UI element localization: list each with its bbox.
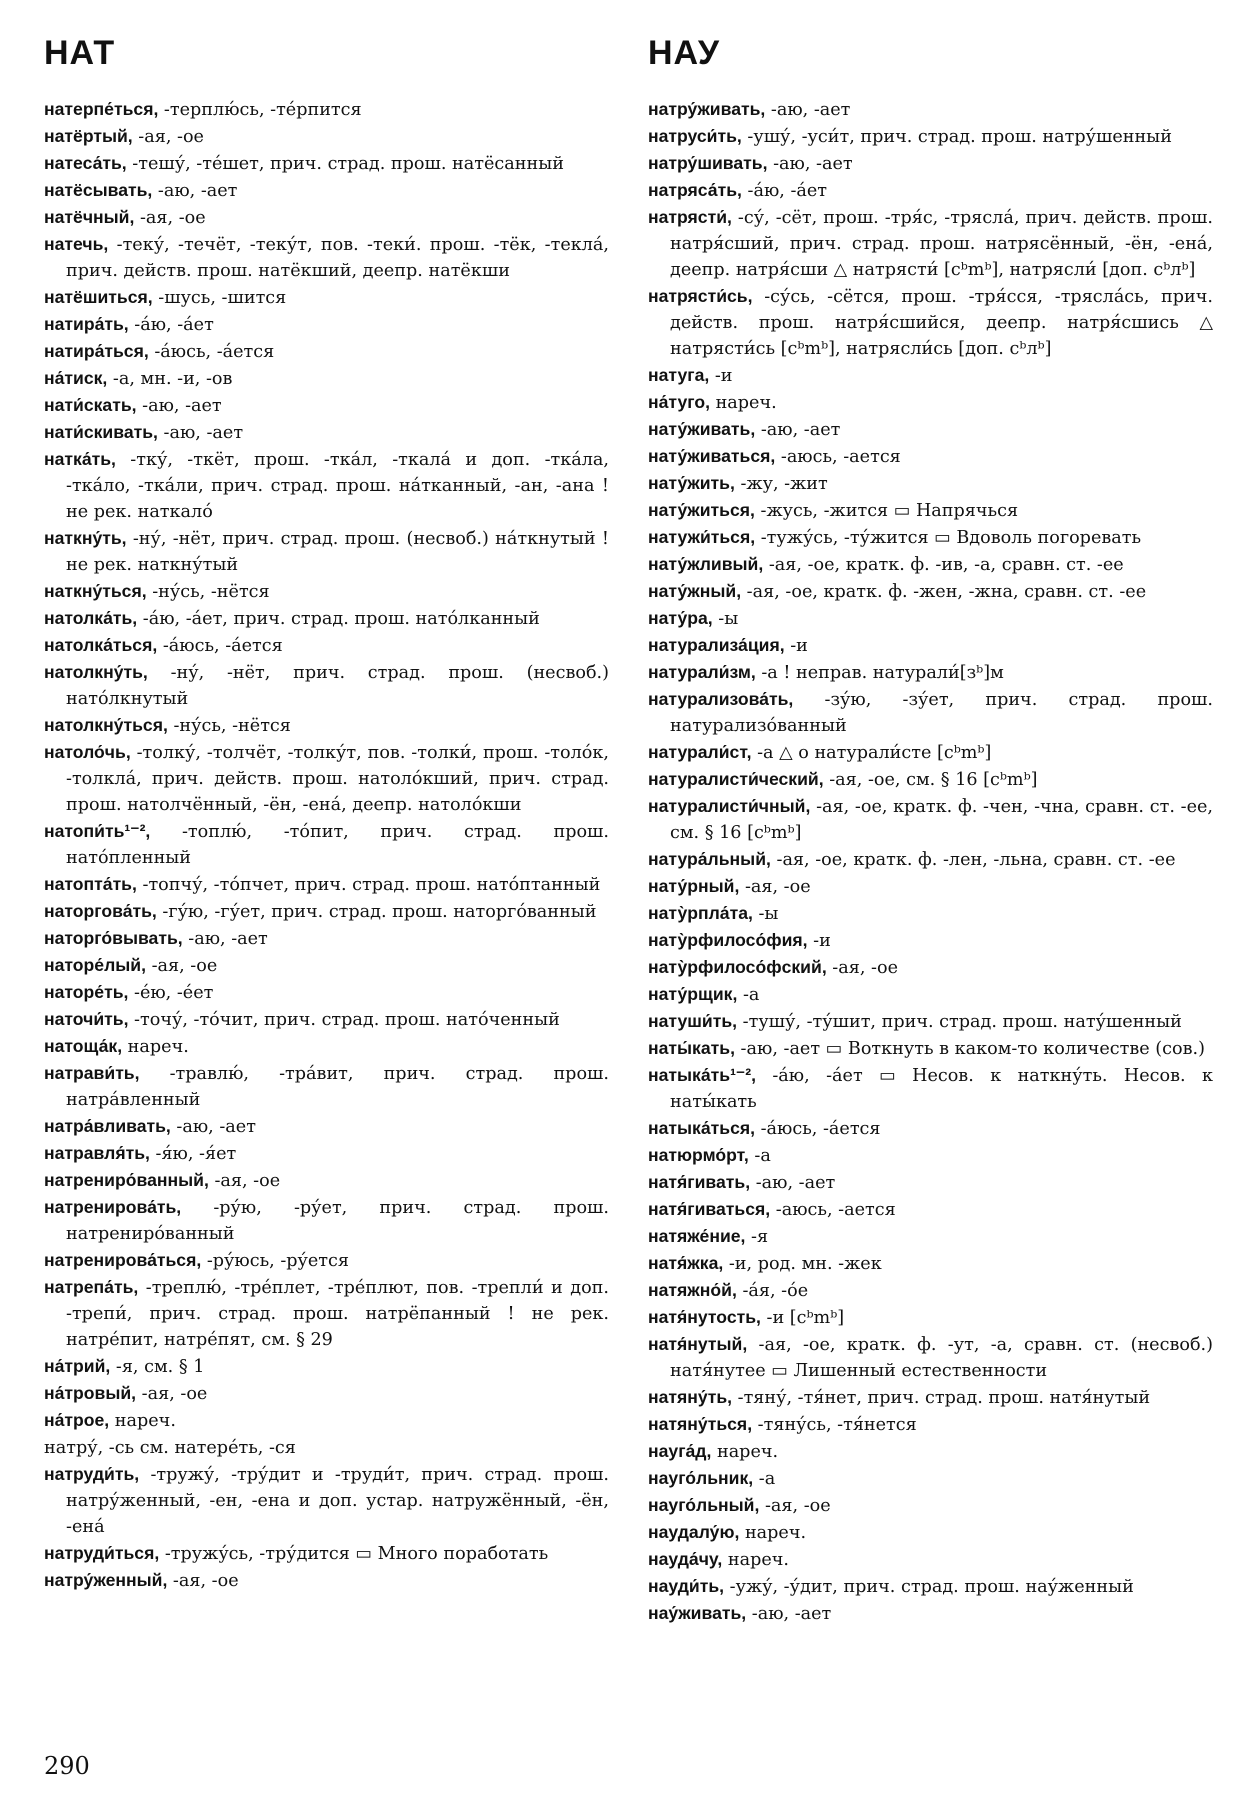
headword: натыка́ться, bbox=[648, 1118, 756, 1138]
dictionary-entry bbox=[44, 1434, 609, 1461]
entry-grammar: -а́ю, -а́ет, прич. страд. прош. нато́лканный bbox=[137, 609, 540, 629]
dictionary-entry bbox=[44, 446, 609, 525]
dictionary-entry bbox=[648, 1277, 1213, 1304]
headword: науга́д, bbox=[648, 1441, 712, 1461]
headword: нату́ра, bbox=[648, 608, 713, 628]
entry-grammar: -аюсь, -ается bbox=[775, 447, 901, 467]
dictionary-entry bbox=[648, 551, 1213, 578]
entry-grammar: -а́ю, -а́ет bbox=[128, 315, 214, 335]
entry-grammar: -жу, -жит bbox=[734, 474, 828, 494]
entry-grammar: -аю, -ает bbox=[170, 1117, 256, 1137]
dictionary-entry bbox=[44, 1167, 609, 1194]
headword: наточи́ть, bbox=[44, 1009, 129, 1029]
entry-grammar: -ая, -ое bbox=[145, 956, 218, 976]
headword: наторе́ть, bbox=[44, 982, 129, 1002]
headword: натолкну́ть, bbox=[44, 662, 148, 682]
dictionary-entry bbox=[648, 900, 1213, 927]
dictionary-entry bbox=[648, 927, 1213, 954]
dictionary-entry bbox=[648, 443, 1213, 470]
dictionary-entry bbox=[648, 150, 1213, 177]
dictionary-entry bbox=[648, 1304, 1213, 1331]
dictionary-entry bbox=[648, 1600, 1213, 1627]
headword: наторгова́ть, bbox=[44, 901, 157, 921]
entry-grammar: -ая, -ое bbox=[167, 1571, 239, 1591]
dictionary-entry bbox=[648, 1142, 1213, 1169]
dictionary-entry bbox=[44, 338, 609, 365]
headword: натряса́ть, bbox=[648, 180, 742, 200]
headword: натрениро́ванный, bbox=[44, 1170, 209, 1190]
headword: натолка́ть, bbox=[44, 608, 138, 628]
entry-grammar: -тружу́сь, -тру́дится ▭ Много поработать bbox=[159, 1544, 549, 1564]
headword: натрави́ть, bbox=[44, 1063, 140, 1083]
entry-grammar: -ая, -ое bbox=[134, 208, 206, 228]
entry-grammar: -травлю́, -тра́вит, прич. страд. прош. натра́вленный bbox=[66, 1064, 609, 1110]
dictionary-entry bbox=[44, 419, 609, 446]
entry-grammar: -а ! неправ. натурали́[зᵇ]м bbox=[755, 663, 1004, 683]
entry-grammar: -терплю́сь, -те́рпится bbox=[158, 100, 362, 120]
page-number: 290 bbox=[44, 1752, 90, 1780]
headword: натру́женный, bbox=[44, 1570, 168, 1590]
dictionary-entry bbox=[648, 204, 1213, 283]
headword: нату́жливый, bbox=[648, 554, 764, 574]
headword: на́тиск, bbox=[44, 368, 108, 388]
entry-grammar: -и [cᵇmᵇ] bbox=[760, 1308, 845, 1328]
dictionary-entry bbox=[648, 981, 1213, 1008]
dictionary-entry bbox=[44, 1060, 609, 1113]
headword: натя́гивать, bbox=[648, 1172, 751, 1192]
dictionary-entry bbox=[648, 283, 1213, 362]
entry-grammar: -ая, -ое bbox=[759, 1496, 831, 1516]
entry-grammar: -я́ю, -я́ет bbox=[149, 1144, 237, 1164]
entry-grammar: -су́, -сёт, прош. -тря́с, -трясла́, прич. действ. прош. натря́сший, прич. страд. прош. натрясённый, -ён, -ена́, деепр. натря́сши △ натрясти́ [cᵇmᵇ], натрясли́ [доп. cᵇлᵇ] bbox=[670, 208, 1213, 280]
dictionary-entry bbox=[648, 1573, 1213, 1600]
entry-grammar: -зу́ю, -зу́ет, прич. страд. прош. натурализо́ванный bbox=[670, 690, 1213, 736]
entry-grammar: -а́ю, -а́ет ▭ Несов. к наткну́ть. Несов. к наты́кать bbox=[670, 1066, 1213, 1112]
headword: натрясти́, bbox=[648, 207, 732, 227]
headword: натыка́ть¹⁻², bbox=[648, 1065, 756, 1085]
entry-grammar: нареч. bbox=[711, 1442, 779, 1462]
dictionary-entry bbox=[648, 362, 1213, 389]
dictionary-entry bbox=[44, 712, 609, 739]
dictionary-entry bbox=[648, 1384, 1213, 1411]
headword: нату́рщик, bbox=[648, 984, 738, 1004]
dictionary-entry bbox=[44, 525, 609, 578]
dictionary-entry bbox=[44, 1353, 609, 1380]
dictionary-entry bbox=[44, 96, 609, 123]
headword: натуга, bbox=[648, 365, 710, 385]
headword: науда́чу, bbox=[648, 1549, 723, 1569]
dictionary-entry bbox=[44, 1461, 609, 1540]
dictionary-entry bbox=[648, 1331, 1213, 1384]
entry-grammar: -ну́, -нёт, прич. страд. прош. (несвоб.) нато́лкнутый bbox=[66, 663, 609, 709]
headword: нату́жить, bbox=[648, 473, 735, 493]
dictionary-entry bbox=[44, 177, 609, 204]
dictionary-entry bbox=[648, 1411, 1213, 1438]
dictionary-entry bbox=[44, 1380, 609, 1407]
headword: натерпе́ться, bbox=[44, 99, 159, 119]
dictionary-entry bbox=[648, 416, 1213, 443]
dictionary-entry bbox=[648, 1169, 1213, 1196]
entry-grammar: -аю, -ает bbox=[157, 423, 244, 443]
entry-grammar: -а, мн. -и, -ов bbox=[107, 369, 233, 389]
headword: натяже́ние, bbox=[648, 1226, 746, 1246]
headword: нату̀рфилосо́фия, bbox=[648, 930, 808, 950]
entry-grammar: -а́я, -о́е bbox=[736, 1281, 809, 1301]
headword: нату́житься, bbox=[648, 500, 755, 520]
entry-grammar: -ая, -ое bbox=[739, 877, 811, 897]
dictionary-entry bbox=[44, 1113, 609, 1140]
headword: натуралисти́чный, bbox=[648, 796, 811, 816]
dictionary-entry bbox=[648, 470, 1213, 497]
headword: науго́льный, bbox=[648, 1495, 760, 1515]
dictionary-entry bbox=[648, 846, 1213, 873]
entry-grammar: -аю, -ает bbox=[767, 154, 853, 174]
entry-grammar: -е́ю, -е́ет bbox=[128, 983, 214, 1003]
headword: нати́скивать, bbox=[44, 422, 158, 442]
entry-grammar: -топлю́, -то́пит, прич. страд. прош. нато́пленный bbox=[66, 822, 609, 868]
headword: нату́жный, bbox=[648, 581, 742, 601]
dictionary-entry bbox=[44, 578, 609, 605]
dictionary-entry bbox=[648, 96, 1213, 123]
headword: натяну́ть, bbox=[648, 1387, 733, 1407]
headword: натка́ть, bbox=[44, 449, 116, 469]
headword: натруди́ться, bbox=[44, 1543, 160, 1563]
headword: натуралисти́ческий, bbox=[648, 769, 824, 789]
entry-grammar: -аюсь, -ается bbox=[770, 1200, 896, 1220]
entry-grammar: -и bbox=[784, 636, 808, 656]
entry-grammar: -ая, -ое, кратк. ф. -чен, -чна, сравн. ст. -ее, см. § 16 [cᵇmᵇ] bbox=[670, 797, 1213, 843]
headword: нату̀рфилосо́фский, bbox=[648, 957, 827, 977]
entry-grammar: -а́юсь, -а́ется bbox=[157, 636, 283, 656]
dictionary-entry bbox=[648, 1250, 1213, 1277]
entry-grammar: -гу́ю, -гу́ет, прич. страд. прош. наторго́ванный bbox=[156, 902, 597, 922]
dictionary-entry bbox=[648, 1546, 1213, 1573]
entry-grammar: -тку́, -ткёт, прош. -тка́л, -ткала́ и доп. -тка́ла, -тка́ло, -тка́ли, прич. страд. прош. на́тканный, -ан, -ана ! не рек. наткало́ bbox=[66, 450, 609, 522]
entry-grammar: -а bbox=[748, 1146, 771, 1166]
dictionary-entry bbox=[44, 123, 609, 150]
headword: натруси́ть, bbox=[648, 126, 742, 146]
headword: на́туго, bbox=[648, 392, 710, 412]
entry-grammar: -ая, -ое, см. § 16 [cᵇmᵇ] bbox=[823, 770, 1038, 790]
dictionary-entry bbox=[44, 898, 609, 925]
entry-grammar: нареч. bbox=[722, 1550, 789, 1570]
entry-grammar: -аю, -ает bbox=[152, 181, 238, 201]
dictionary-entry bbox=[648, 123, 1213, 150]
entry-grammar: нареч. bbox=[109, 1411, 176, 1431]
headword: натурализова́ть, bbox=[648, 689, 794, 709]
dictionary-entry bbox=[648, 1465, 1213, 1492]
dictionary-entry bbox=[44, 150, 609, 177]
entry-grammar: -ну́сь, -нётся bbox=[167, 716, 291, 736]
headword: нау́живать, bbox=[648, 1603, 747, 1623]
dictionary-entry bbox=[648, 873, 1213, 900]
headword: натёшиться, bbox=[44, 287, 153, 307]
entry-grammar: -ая, -ое bbox=[826, 958, 898, 978]
headword: науго́льник, bbox=[648, 1468, 754, 1488]
headword: наторе́лый, bbox=[44, 955, 146, 975]
dictionary-entry bbox=[648, 686, 1213, 739]
entry-grammar: -ы bbox=[712, 609, 739, 629]
entry-grammar: -толку́, -толчёт, -толку́т, пов. -толки́, прош. -толо́к, -толкла́, прич. действ. прош. натоло́кший, прич. страд. прош. натолчённый, -ён, -ена́, деепр. натоло́кши bbox=[66, 743, 609, 815]
headword: натрепа́ть, bbox=[44, 1277, 139, 1297]
dictionary-entry bbox=[648, 766, 1213, 793]
entry-grammar: -аю, -ает bbox=[755, 420, 841, 440]
dictionary-entry bbox=[44, 1194, 609, 1247]
headword: науди́ть, bbox=[648, 1576, 725, 1596]
entry-grammar: нареч. bbox=[739, 1523, 807, 1543]
headword: натолка́ться, bbox=[44, 635, 158, 655]
entry-grammar: -аю, -ает bbox=[182, 929, 268, 949]
entry-grammar: -аю, -ает bbox=[136, 396, 222, 416]
entry-grammar: -ая, -ое, кратк. ф. -ут, -а, сравн. ст. (несвоб.) натя́нутее ▭ Лишенный естественности bbox=[670, 1335, 1213, 1381]
headword: натеса́ть, bbox=[44, 153, 127, 173]
headword: нату̀рпла́та, bbox=[648, 903, 753, 923]
entry-grammar: -ру́ю, -ру́ет, прич. страд. прош. натрениро́ванный bbox=[66, 1198, 609, 1244]
headword: натренирова́ться, bbox=[44, 1250, 202, 1270]
headword: нату́живать, bbox=[648, 419, 756, 439]
dictionary-entry bbox=[44, 365, 609, 392]
headword: натя́гиваться, bbox=[648, 1199, 771, 1219]
dictionary-entry bbox=[44, 952, 609, 979]
headword: натопта́ть, bbox=[44, 874, 137, 894]
headword: натравля́ть, bbox=[44, 1143, 150, 1163]
entry-grammar: -треплю́, -тре́плет, -тре́плют, пов. -трепли́ и доп. -трепи́, прич. страд. прош. натрёпанный ! не рек. натре́пит, натре́пят, см. § 29 bbox=[66, 1278, 609, 1350]
dictionary-entry bbox=[44, 1540, 609, 1567]
entry-grammar: -а bbox=[753, 1469, 776, 1489]
headword: натяну́ться, bbox=[648, 1414, 753, 1434]
dictionary-entry bbox=[44, 605, 609, 632]
headword: натрясти́сь, bbox=[648, 286, 753, 306]
dictionary-entry bbox=[648, 632, 1213, 659]
dictionary-entry bbox=[648, 497, 1213, 524]
entry-grammar: -и bbox=[807, 931, 831, 951]
dictionary-entry bbox=[44, 392, 609, 419]
dictionary-entry bbox=[44, 979, 609, 1006]
entry-grammar: -ну́, -нёт, прич. страд. прош. (несвоб.) на́ткнутый ! не рек. наткну́тый bbox=[66, 529, 609, 575]
dictionary-entry bbox=[648, 605, 1213, 632]
dictionary-entry bbox=[648, 954, 1213, 981]
dictionary-entry bbox=[648, 1035, 1213, 1062]
dictionary-entry bbox=[648, 177, 1213, 204]
right-column bbox=[648, 96, 1213, 1627]
dictionary-entry bbox=[648, 659, 1213, 686]
headword: натя́нутый, bbox=[648, 1334, 748, 1354]
headword: нату́рный, bbox=[648, 876, 740, 896]
entry-grammar: -ая, -ое, кратк. ф. -ив, -а, сравн. ст. -ее bbox=[763, 555, 1124, 575]
headword: на́тровый, bbox=[44, 1383, 137, 1403]
entry-grammar: -ая, -ое bbox=[132, 127, 204, 147]
entry-grammar: -тяну́сь, -тя́нется bbox=[752, 1415, 917, 1435]
headword: наудалу́ю, bbox=[648, 1522, 740, 1542]
dictionary-entry bbox=[44, 284, 609, 311]
entry-grammar: -а́юсь, -а́ется bbox=[148, 342, 275, 362]
running-head-left: НАТ bbox=[44, 34, 116, 72]
headword: натруди́ть, bbox=[44, 1464, 140, 1484]
entry-grammar: -тужу́сь, -ту́жится ▭ Вдоволь погоревать bbox=[755, 528, 1142, 548]
headword: натира́ться, bbox=[44, 341, 149, 361]
left-column bbox=[44, 96, 609, 1594]
headword: натура́льный, bbox=[648, 849, 771, 869]
headword: натужи́ться, bbox=[648, 527, 756, 547]
entry-grammar: -я, см. § 1 bbox=[110, 1357, 205, 1377]
entry-grammar: -а bbox=[737, 985, 760, 1005]
dictionary-entry bbox=[44, 659, 609, 712]
dictionary-entry bbox=[44, 818, 609, 871]
headword: натурализа́ция, bbox=[648, 635, 785, 655]
entry-grammar: -и bbox=[709, 366, 733, 386]
entry-grammar: -тяну́, -тя́нет, прич. страд. прош. натя́нутый bbox=[732, 1388, 1151, 1408]
entry-grammar: -аю, -ает bbox=[750, 1173, 836, 1193]
dictionary-entry bbox=[648, 578, 1213, 605]
headword: наторго́вывать, bbox=[44, 928, 183, 948]
headword: нати́скать, bbox=[44, 395, 137, 415]
entry-grammar: -теку́, -течёт, -теку́т, пов. -теки́. прош. -тёк, -текла́, прич. действ. прош. натёкший, деепр. натёкши bbox=[66, 235, 609, 281]
dictionary-entry bbox=[648, 1492, 1213, 1519]
headword: натопи́ть¹⁻², bbox=[44, 821, 151, 841]
entry-grammar: -а △ о натурали́сте [cᵇmᵇ] bbox=[751, 743, 992, 763]
dictionary-entry bbox=[44, 231, 609, 284]
headword: на́трое, bbox=[44, 1410, 110, 1430]
entry-grammar: -точу́, -то́чит, прич. страд. прош. нато́ченный bbox=[128, 1010, 560, 1030]
dictionary-entry bbox=[44, 1140, 609, 1167]
dictionary-entry bbox=[648, 524, 1213, 551]
entry-grammar: натру́, -сь см. натере́ть, -ся bbox=[44, 1438, 296, 1458]
entry-grammar: -ая, -ое bbox=[208, 1171, 281, 1191]
dictionary-entry bbox=[44, 632, 609, 659]
dictionary-entry bbox=[44, 1567, 609, 1594]
entry-grammar: -ая, -ое bbox=[136, 1384, 208, 1404]
entry-grammar: -ру́юсь, -ру́ется bbox=[201, 1251, 349, 1271]
entry-grammar: -ая, -ое, кратк. ф. -лен, -льна, сравн. ст. -ее bbox=[770, 850, 1176, 870]
dictionary-entry bbox=[648, 793, 1213, 846]
headword: нату́живаться, bbox=[648, 446, 776, 466]
dictionary-entry bbox=[648, 1438, 1213, 1465]
headword: натурали́ст, bbox=[648, 742, 752, 762]
headword: натечь, bbox=[44, 234, 109, 254]
dictionary-entry bbox=[648, 1223, 1213, 1250]
headword: наткну́ть, bbox=[44, 528, 127, 548]
entry-grammar: нареч. bbox=[122, 1037, 189, 1057]
headword: натуши́ть, bbox=[648, 1011, 738, 1031]
entry-grammar: нареч. bbox=[709, 393, 777, 413]
headword: натёчный, bbox=[44, 207, 135, 227]
dictionary-entry bbox=[648, 1062, 1213, 1115]
headword: натоло́чь, bbox=[44, 742, 131, 762]
dictionary-entry bbox=[648, 389, 1213, 416]
entry-grammar: -топчу́, -то́пчет, прич. страд. прош. нато́птанный bbox=[136, 875, 601, 895]
headword: наткну́ться, bbox=[44, 581, 147, 601]
entry-grammar: -аю, -ает bbox=[746, 1604, 832, 1624]
dictionary-entry bbox=[44, 1247, 609, 1274]
entry-grammar: -тушу́, -ту́шит, прич. страд. прош. нату́шенный bbox=[737, 1012, 1182, 1032]
dictionary-entry bbox=[44, 1407, 609, 1434]
headword: натёртый, bbox=[44, 126, 133, 146]
entry-grammar: -тешу́, -те́шет, прич. страд. прош. натёсанный bbox=[126, 154, 564, 174]
headword: натёсывать, bbox=[44, 180, 153, 200]
entry-grammar: -ужу́, -у́дит, прич. страд. прош. нау́женный bbox=[724, 1577, 1134, 1597]
dictionary-entry bbox=[44, 1033, 609, 1060]
running-head-right: НАУ bbox=[648, 34, 720, 72]
headword: натолкну́ться, bbox=[44, 715, 168, 735]
entry-grammar: -а́юсь, -а́ется bbox=[755, 1119, 881, 1139]
entry-grammar: -ы bbox=[752, 904, 779, 924]
dictionary-entry bbox=[44, 871, 609, 898]
headword: наты́кать, bbox=[648, 1038, 735, 1058]
entry-grammar: -ушу́, -уси́т, прич. страд. прош. натру́шенный bbox=[741, 127, 1172, 147]
headword: натира́ть, bbox=[44, 314, 129, 334]
entry-grammar: -шусь, -шится bbox=[152, 288, 287, 308]
headword: натя́жка, bbox=[648, 1253, 724, 1273]
headword: натюрмо́рт, bbox=[648, 1145, 749, 1165]
dictionary-entry bbox=[648, 1519, 1213, 1546]
entry-grammar: -я bbox=[745, 1227, 769, 1247]
entry-grammar: -су́сь, -сётся, прош. -тря́сся, -трясла́сь, прич. действ. прош. натря́сшийся, деепр. натря́сшись △ натрясти́сь [cᵇmᵇ], натрясли́сь [доп. cᵇлᵇ] bbox=[670, 287, 1213, 359]
dictionary-entry bbox=[44, 925, 609, 952]
headword: натяжно́й, bbox=[648, 1280, 737, 1300]
entry-grammar: -аю, -ает bbox=[765, 100, 851, 120]
dictionary-entry bbox=[44, 204, 609, 231]
dictionary-entry bbox=[648, 1115, 1213, 1142]
dictionary-entry bbox=[648, 739, 1213, 766]
headword: натру́живать, bbox=[648, 99, 766, 119]
dictionary-entry bbox=[648, 1008, 1213, 1035]
entry-grammar: -ну́сь, -нётся bbox=[146, 582, 270, 602]
dictionary-entry bbox=[44, 1006, 609, 1033]
headword: натра́вливать, bbox=[44, 1116, 171, 1136]
entry-grammar: -а́ю, -а́ет bbox=[741, 181, 828, 201]
dictionary-entry bbox=[44, 311, 609, 338]
headword: натренирова́ть, bbox=[44, 1197, 182, 1217]
entry-grammar: -тружу́, -тру́дит и -труди́т, прич. страд. прош. натру́женный, -ен, -ена и доп. устар. натружённый, -ён, -ена́ bbox=[66, 1465, 609, 1537]
headword: на́трий, bbox=[44, 1356, 111, 1376]
dictionary-entry bbox=[648, 1196, 1213, 1223]
dictionary-entry bbox=[44, 739, 609, 818]
entry-grammar: -аю, -ает ▭ Воткнуть в каком-то количестве (сов.) bbox=[734, 1039, 1205, 1059]
headword: натоща́к, bbox=[44, 1036, 123, 1056]
headword: натурали́зм, bbox=[648, 662, 756, 682]
entry-grammar: -ая, -ое, кратк. ф. -жен, -жна, сравн. ст. -ее bbox=[741, 582, 1147, 602]
headword: натру́шивать, bbox=[648, 153, 768, 173]
dictionary-entry bbox=[44, 1274, 609, 1353]
entry-grammar: -и, род. мн. -жек bbox=[723, 1254, 882, 1274]
entry-grammar: -жусь, -жится ▭ Напрячься bbox=[754, 501, 1019, 521]
headword: натя́нутость, bbox=[648, 1307, 761, 1327]
